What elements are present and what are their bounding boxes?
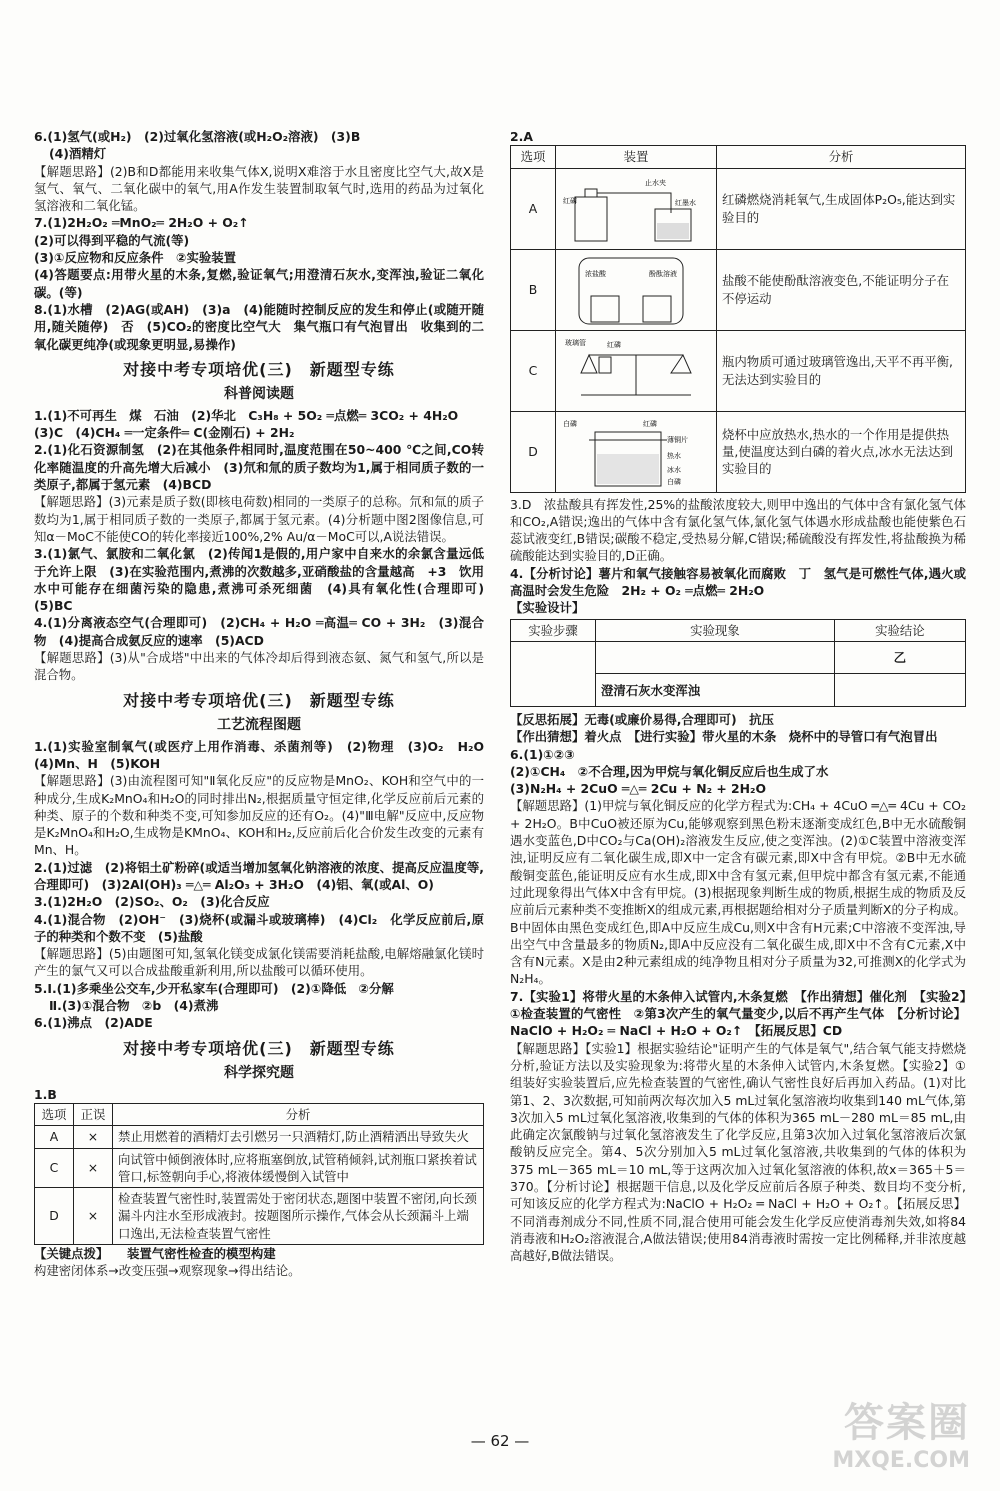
label-red-phosphorus: 红磷 (563, 196, 577, 205)
table-row (35, 1126, 484, 1148)
table-row (511, 249, 966, 330)
inquiry-answer-2: 2.A (510, 129, 533, 144)
reading-answer-1a: 1.(1)不可再生 煤 石油 (2)华北 C₃H₈ + 5O₂ ═点燃═ 3CO₂ + 4H₂O (34, 407, 459, 423)
process-answer-1: 1.(1)实验室制氧气(或医疗上用作消毒、杀菌剂等) (2)物理 (3)O₂ H₂O (4)Mn、H (5)KOH (34, 738, 497, 771)
watermark (832, 1391, 970, 1473)
table2-option: B (511, 249, 556, 330)
label-conc-hcl: 浓盐酸 (585, 269, 606, 278)
table2-analysis: 盐酸不能使酚酞溶液变色,不能证明分子在不停运动 (717, 249, 966, 330)
process-answer-3: 3.(1)2H₂O (2)SO₂、O₂ (3)化合反应 (34, 894, 270, 910)
answer-6-part4: (4)酒精灯 (49, 146, 107, 162)
key-point-text: 构建密闭体系→改变压强→观察现象→得出结论。 (34, 1263, 301, 1279)
answer-7-part3: (3)①反应物和反应条件 ②实验装置 (34, 250, 237, 266)
table2-option: D (511, 411, 556, 492)
table2-header-analysis: 分析 (717, 146, 966, 168)
page-number: — 62 — (470, 1432, 530, 1450)
process-answer-4: 4.(1)混合物 (2)OH⁻ (3)烧杯(或漏斗或玻璃棒) (4)Cl₂ 化学反应前后,原子的种类和个数不变 (5)盐酸 (34, 911, 484, 944)
table2-analysis: 红磷燃烧消耗氧气,生成固体P₂O₅,能达到实验目的 (717, 168, 966, 249)
right-column (510, 128, 966, 1264)
table-row (511, 330, 966, 411)
table3-header-phenomena: 实验现象 (596, 619, 835, 641)
key-point-label: 【关键点拨】 (34, 1246, 103, 1262)
table-row (511, 641, 966, 674)
reflection: 【反思拓展】无毒(或廉价易得,合理即可) 抗压 (510, 711, 774, 727)
table1-cell: 检查装置气密性时,装置需处于密闭状态,题图中装置不密闭,向长颈漏斗内注水至形成液封。按题图所示操作,气体会从长颈漏斗上端口逸出,无法检查装置气密性 (113, 1188, 484, 1245)
bell-jar-diffusion-figure (561, 252, 711, 328)
table2-header-apparatus: 装置 (556, 146, 717, 168)
table2-option: A (511, 168, 556, 249)
section-subtitle-inquiry: 科学探究题 (224, 1064, 294, 1081)
label-phenolphthalein: 酚酞溶液 (649, 269, 677, 278)
reading-answer-3: 3.(1)氯气、氯胺和二氧化氯 (2)传闻1是假的,用户家中自来水的余氯含量远低于允许上限 (3)在实验范围内,煮沸的次数越多,亚硝酸盐的含量越高 +3 饮用水中可能存在细菌污染的隐患,煮沸可杀死细菌 (4)具有氧化性(合理即可) (5)BC (34, 546, 497, 614)
reading-answer-4-explanation: 【解题思路】(3)从"合成塔"中出来的气体冷却后得到液态氨、氮气和氢气,所以是混合物。 (34, 650, 484, 683)
inquiry-answer-6c: (3)N₂H₄ + 2CuO ═△═ 2Cu + N₂ + 2H₂O (510, 781, 766, 797)
answer-7-part2: (2)可以得到平稳的气流(等) (34, 232, 190, 248)
table3-cell (834, 674, 965, 707)
experiment-table (510, 619, 966, 707)
key-point-title: 装置气密性检查的模型构建 (126, 1246, 276, 1262)
table1-cell: 向试管中倾倒液体时,应将瓶塞倒放,试管稍倾斜,试剂瓶口紧挨着试管口,标签朝向手心,将液体缓慢倒入试管中 (113, 1148, 484, 1188)
process-answer-2: 2.(1)过滤 (2)将铝土矿粉碎(或适当增加氢氧化钠溶液的浓度、提高反应温度等,合理即可) (3)2Al(OH)₃ ═△═ Al₂O₃ + 3H₂O (4)铝、氧(或Al、O) (34, 859, 484, 892)
answer-8: 8.(1)水槽 (2)AG(或AH) (3)a (4)能随时控制反应的发生和停止(或随开随用,随关随停) 否 (5)CO₂的密度比空气大 集气瓶口有气泡冒出 收集到的二氧化碳更纯净(或现象更明显,易操作) (34, 301, 484, 352)
section-title-process: 对接中考专项培优(三) 新题型专练 (123, 690, 395, 710)
experiment-design-label: 【实验设计】 (510, 600, 585, 616)
answer-6: 6.(1)氢气(或H₂) (2)过氧化氢溶液(或H₂O₂溶液) (3)B (34, 129, 361, 144)
label-white-phosphorus-2: 白磷 (667, 477, 681, 486)
watermark-url: MXQE.COM (832, 1448, 970, 1473)
reading-answer-1b: (3)C (4)CH₄ ═一定条件═ C(金刚石) + 2H₂ (34, 425, 295, 441)
hypothesis: 【作出猜想】着火点 【进行实验】带火星的木条 烧杯中的导管口有气泡冒出 (510, 729, 938, 745)
process-answer-4-explanation: 【解题思路】(5)由题图可知,氢氧化镁变成氯化镁需要消耗盐酸,电解熔融氯化镁时产生的氯气又可以合成盐酸重新利用,所以盐酸可以循环使用。 (34, 946, 484, 979)
table-row (35, 1188, 484, 1245)
inquiry-answer-6a: 6.(1)①②③ (510, 746, 575, 762)
answer-7-part4: (4)答题要点:用带火星的木条,复燃,验证氧气;用澄清石灰水,变浑浊,验证二氧化碳。(等) (34, 267, 484, 300)
table3-header-steps: 实验步骤 (511, 619, 596, 641)
label-white-phosphorus: 白磷 (563, 419, 577, 428)
label-stop-clip: 止水夹 (645, 178, 666, 187)
reading-answer-4: 4.(1)分离液态空气(合理即可) (2)CH₄ + H₂O ═高温═ CO + 3H₂ (3)混合物 (4)提高合成氨反应的速率 (5)ACD (34, 615, 484, 648)
answer-6-explanation: 【解题思路】(2)B和D都能用来收集气体X,说明X难溶于水且密度比空气大,故X是氢气、氧气、二氧化碳中的氧气,用A作发生装置制取氧气时,选用的药品为过氧化氢溶液和二氧化锰。 (34, 163, 484, 214)
label-red-phosphorus-d: 红磷 (643, 419, 657, 428)
table2-analysis: 烧杯中应放热水,热水的一个作用是提供热量,使温度达到白磷的着火点,冰水无法达到实验目的 (717, 411, 966, 492)
inquiry-answer-3: 3.D 浓盐酸具有挥发性,25%的盐酸浓度较大,则甲中逸出的气体中含有氯化氢气体和CO₂,A错误;逸出的气体中含有氯化氢气体,氯化氢气体遇水形成盐酸也能使紫色石蕊试液变红,B错误;碳酸不稳定,受热易分解,C错误;稀硫酸没有挥发性,将盐酸换为稀硫酸能达到实验目的,D正确。 (510, 496, 966, 564)
combustion-beaker-figure (561, 414, 711, 490)
table3-cell (511, 641, 596, 706)
inquiry-answer-1: 1.B (34, 1086, 57, 1102)
table1-cell: A (35, 1126, 74, 1148)
watermark-logo: 答案圈 (844, 1400, 970, 1446)
process-answer-5b: Ⅱ.(3)①混合物 ②b (4)煮沸 (49, 998, 219, 1014)
reading-answer-2: 2.(1)化石资源制氢 (2)在其他条件相同时,温度范围在50~400 ℃之间,CO转化率随温度的升高先增大后减小 (3)氘和氚的质子数均为1,属于相同质子数的一类原子,都属于氢元素 (4)BCD (34, 442, 484, 493)
table1-cell: C (35, 1148, 74, 1188)
table1-header-option: 选项 (35, 1103, 74, 1125)
table1-cell: × (74, 1188, 113, 1245)
table1-header-correct: 正误 (74, 1103, 113, 1125)
table3-cell: 澄清石灰水变浑浊 (596, 674, 835, 707)
section-subtitle-process: 工艺流程图题 (217, 716, 301, 733)
reading-answer-2-explanation: 【解题思路】(3)元素是质子数(即核电荷数)相同的一类原子的总称。氘和氚的质子数均为1,属于相同质子数的一类原子,都属于氢元素。(4)分析题中图2图像信息,可知α－MoC不能使CO的转化率接近100%,2% Au/α－MoC可以,A说法错误。 (34, 494, 484, 544)
label-copper-sheet: 薄铜片 (667, 435, 688, 444)
table-row (35, 1148, 484, 1188)
label-glass-tube: 玻璃管 (565, 338, 586, 347)
section-title-inquiry: 对接中考专项培优(三) 新题型专练 (123, 1038, 395, 1058)
table2-option: C (511, 330, 556, 411)
inquiry-answer-4a: 4.【分析讨论】薯片和氧气接触容易被氧化而腐败 丁 氢气是可燃性气体,遇火或高温时会发生危险 2H₂ + O₂ ═点燃═ 2H₂O (510, 565, 966, 599)
left-column (34, 128, 497, 1280)
section-subtitle-reading: 科普阅读题 (224, 385, 294, 402)
table-row (511, 411, 966, 492)
process-answer-6: 6.(1)沸点 (2)ADE (34, 1015, 153, 1031)
table3-cell: 乙 (834, 641, 965, 674)
label-hot-water: 热水 (667, 451, 681, 460)
table1-cell: D (35, 1188, 74, 1245)
section-title-reading: 对接中考专项培优(三) 新题型专练 (123, 359, 395, 379)
table3-cell (596, 641, 835, 674)
inquiry-answer-7: 7.【实验1】将带火星的木条伸入试管内,木条复燃 【作出猜想】催化剂 【实验2】①检查装置的气密性 ②第3次产生的氧气量变少,以后不再产生气体 【分析讨论】NaClO + H₂O₂ ═ NaCl + H₂O + O₂↑ 【拓展反思】CD (510, 988, 966, 1039)
red-phosphorus-apparatus-figure (561, 171, 711, 247)
label-red-phosphorus-c: 红磷 (607, 340, 621, 349)
balance-figure (561, 333, 711, 409)
table1-header-analysis: 分析 (113, 1103, 484, 1125)
table1-cell: 禁止用燃着的酒精灯去引燃另一只酒精灯,防止酒精洒出导致失火 (113, 1126, 484, 1148)
table1-cell: × (74, 1126, 113, 1148)
answer-7-eq: 7.(1)2H₂O₂ ═MnO₂═ 2H₂O + O₂↑ (34, 215, 249, 231)
inquiry-answer-6-explanation: 【解题思路】(1)甲烷与氧化铜反应的化学方程式为:CH₄ + 4CuO ═△═ 4Cu + CO₂ + 2H₂O。B中CuO被还原为Cu,能够观察到黑色粉末逐渐变成红色,B中无水硫酸铜遇水变蓝色,D中CO₂与Ca(OH)₂溶液发生反应,使之变浑浊。(2)①C装置中溶液变浑浊,证明反应有二氧化碳生成,即X中一定含有碳元素,即X中含有甲烷。②B中无水硫酸铜变蓝色,能证明反应有水生成,即X中含有氢元素,但甲烷中都含有氢元素,不能通过此现象得出气体X中含有甲烷。(3)根据现象判断生成的物质,根据生成的物质及反应前后元素种类不变推断X的组成元素,再根据题给相对分子质量判断X的分子构成。B中固体由黑色变成红色,即A中反应生成Cu,则X中含有H元素;C中溶液不变浑浊,导出空气中含量最多的物质N₂,即A中反应没有二氧化碳生成,即X中不含有C元素,X中含有N元素。X是由2种元素组成的纯净物且相对分子质量为32,可推测X的化学式为N₂H₄。 (510, 798, 966, 987)
process-answer-1-explanation: 【解题思路】(3)由流程图可知"Ⅱ氧化反应"的反应物是MnO₂、KOH和空气中的一种成分,生成K₂MnO₄和H₂O的同时排出N₂,根据质量守恒定律,化学反应前后元素的种类、原子的个数和种类不变,可知参加反应的还有O₂。(4)"Ⅲ电解"反应中,反应物是K₂MnO₄和H₂O,生成物是KMnO₄、KOH和H₂,反应前后化合价发生改变的元素有Mn、H。 (34, 773, 484, 858)
apparatus-table (510, 145, 966, 492)
table3-header-conclusion: 实验结论 (834, 619, 965, 641)
label-ice-water: 冰水 (667, 465, 681, 474)
table1-cell: × (74, 1148, 113, 1188)
inquiry-answer-7-explanation: 【解题思路】【实验1】根据实验结论"证明产生的气体是氧气",结合氧气能支持燃烧分析,验证方法以及实验现象为:将带火星的木条伸入试管内,木条复燃。【实验2】①组装好实验装置后,应先检查装置的气密性,确认气密性良好后再加入药品。(1)对比第1、2、3次数据,可知前两次每次加入5 mL过氧化氢溶液均收集到140 mL气体,第3次加入5 mL过氧化氢溶液,收集到的气体的体积为365 mL－280 mL＝85 mL,由此确定次氯酸钠与过氧化氢溶液发生了化学反应,且第3次加入过氧化氢溶液后次氯酸钠反应完全。第4、5次分别加入5 mL过氧化氢溶液,共收集到的气体的体积为375 mL－365 mL＝10 mL,等于这两次加入过氧化氢溶液的体积,故x＝365＋5＝370。【分析讨论】根据题干信息,以及化学反应前后各原子种类、数目均不变分析,可知该反应的化学方程式为:NaClO + H₂O₂ ═ NaCl + H₂O + O₂↑。【拓展反思】不同消毒剂成分不同,性质不同,混合使用可能会发生化学反应使消毒剂失效,如将84消毒液和H₂O₂溶液混合,A做法错误;使用84消毒液时需按一定比例稀释,并非浓度越高越好,B做法错误。 (510, 1040, 966, 1264)
table2-analysis: 瓶内物质可通过玻璃管逸出,天平不再平衡,无法达到实验目的 (717, 330, 966, 411)
label-red-ink: 红墨水 (675, 198, 696, 207)
table2-header-option: 选项 (511, 146, 556, 168)
process-answer-5a: 5.Ⅰ.(1)多乘坐公交车,少开私家车(合理即可) (2)①降低 ②分解 (34, 980, 394, 996)
analysis-table-1 (34, 1103, 484, 1245)
inquiry-answer-6b: (2)①CH₄ ②不合理,因为甲烷与氧化铜反应后也生成了水 (510, 763, 829, 779)
table-row (511, 168, 966, 249)
